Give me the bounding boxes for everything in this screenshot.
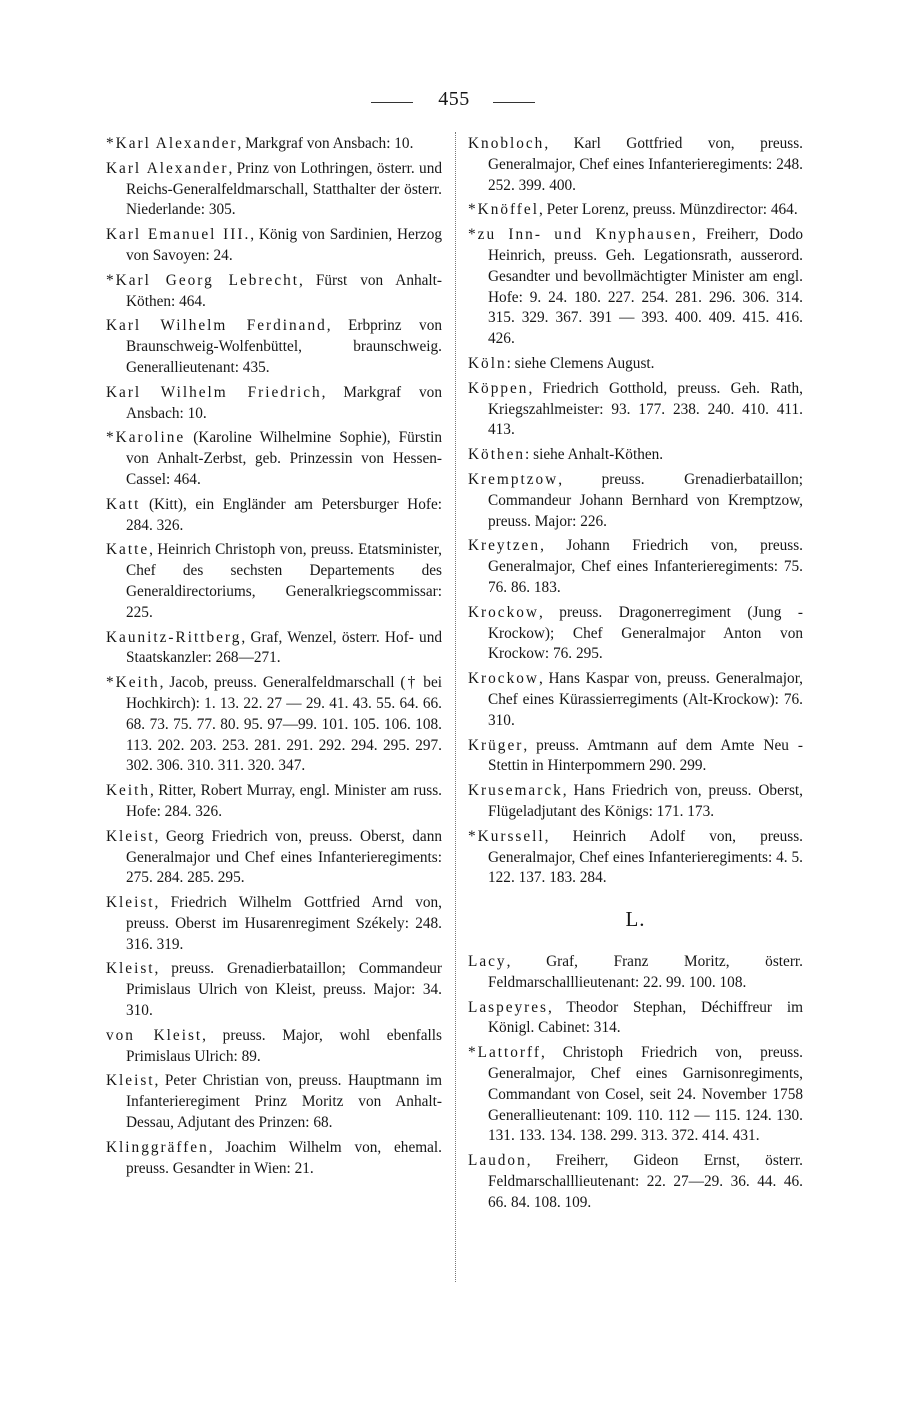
entry-text: , Georg Friedrich von, preuss. Oberst, dann Generalmajor und Chef eines Infanterieregiments: 275. 284. 285. 295. <box>126 827 442 887</box>
entry-name: Karl Alexander <box>106 159 229 177</box>
entry-name: Laspeyres <box>468 998 549 1016</box>
entry-text: , König von Sardinien, Herzog von Savoyen: 24. <box>126 226 442 264</box>
index-entry <box>106 1071 442 1133</box>
index-column-right <box>468 134 803 1218</box>
entry-name: *Keith <box>106 674 160 692</box>
entry-text: , Markgraf von Ansbach: 10. <box>126 383 442 422</box>
index-entry <box>106 316 442 378</box>
entry-text: , Fürst von Anhalt-Köthen: 464. <box>126 271 442 310</box>
entry-text: (Kitt), ein Engländer am Petersburger Hofe: 284. 326. <box>126 495 442 534</box>
entry-name: *zu Inn- und Knyphausen <box>468 226 693 244</box>
entry-name: Karl Wilhelm Friedrich <box>106 383 322 401</box>
index-entry <box>468 998 803 1040</box>
entry-text: , preuss. Major, wohl ebenfalls Primislaus Ulrich: 89. <box>126 1026 443 1065</box>
entry-name: Keith <box>106 782 150 800</box>
entry-name: *Karl Georg Lebrecht <box>106 271 300 289</box>
entry-name: Klinggräffen <box>106 1138 209 1156</box>
index-entry <box>106 271 442 313</box>
index-entry <box>106 781 442 823</box>
index-entry <box>468 536 803 598</box>
entry-text: , preuss. Dragonerregiment (Jung - Krockow); Chef Generalmajor Anton von Krockow: 76. 295. <box>488 603 803 663</box>
entry-name: Kreytzen <box>468 537 541 555</box>
entry-text: : siehe Anhalt-Köthen. <box>525 446 664 464</box>
entry-text: , Theodor Stephan, Déchiffreur im Königl. Cabinet: 314. <box>488 998 803 1037</box>
entry-text: , Peter Lorenz, preuss. Münzdirector: 464. <box>538 201 798 219</box>
entry-text: , Peter Christian von, preuss. Hauptmann im Infanterieregiment Prinz Moritz von Anhalt-Dessau, Adjutant des Prinzen: 68. <box>126 1072 442 1132</box>
entry-name: Krockow <box>468 603 539 621</box>
index-entry <box>468 952 803 994</box>
index-entry <box>468 669 803 731</box>
entry-text: , Prinz von Lothringen, österr. und Reichs-Generalfeldmarschall, Statthalter der österr. Niederlande: 305. <box>126 159 442 219</box>
entry-name: Krüger <box>468 736 524 754</box>
index-entry <box>106 495 442 537</box>
entry-name: Krockow <box>468 670 539 688</box>
entry-name: *Kurssell <box>468 827 545 845</box>
entry-name: Karl Wilhelm Ferdinand <box>106 317 327 335</box>
entry-text: , Freiherr, Dodo Heinrich, preuss. Geh. Legationsrath, ausserord. Gesandter und bevollmächtigter Minister am engl. Hofe: 9. 24. 180. 227. 254. 281. 296. 306. 314. 315. 329. 367. 391 — 393. 400. 409. 415. 416. 426. <box>488 226 803 348</box>
entry-text: , Christoph Friedrich von, preuss. Generalmajor, Chef eines Garnisonregiments, Commandant von Cosel, seit 24. November 1758 Generallieutenant: 109. 110. 112 — 115. 124. 130. 131. 133. 134. 138. 299. 313. 372. 414. 431. <box>488 1044 803 1145</box>
index-entry <box>106 1138 442 1180</box>
index-entry <box>468 736 803 778</box>
index-entry <box>106 827 442 889</box>
index-entry <box>468 1043 803 1147</box>
entry-name: Kremptzow <box>468 470 559 488</box>
index-entry <box>468 379 803 441</box>
entry-text: , Graf, Wenzel, österr. Hof- und Staatskanzler: 268—271. <box>126 628 442 667</box>
entry-name: Knobloch <box>468 135 545 152</box>
entry-text: , preuss. Amtmann auf dem Amte Neu - Stettin in Hinterpommern 290. 299. <box>488 736 803 775</box>
page-number: 455 <box>438 88 470 110</box>
index-entry <box>106 673 442 777</box>
entry-name: Katt <box>106 495 141 513</box>
entry-name: Köppen <box>468 379 529 397</box>
entry-name: Kaunitz-Rittberg <box>106 628 242 646</box>
index-entry <box>468 781 803 823</box>
index-entry <box>468 134 803 196</box>
index-column-left <box>106 134 442 1183</box>
entry-text: , preuss. Grenadierbataillon; Commandeur Primislaus Ulrich von Kleist, preuss. Major: 34. 310. <box>126 960 442 1020</box>
index-entry <box>106 383 442 425</box>
right-entries <box>468 134 803 889</box>
index-entry <box>468 354 803 375</box>
entry-name: *Karl Alexander <box>106 135 238 152</box>
index-entry <box>106 893 442 955</box>
entry-name: Karl Emanuel III. <box>106 226 251 244</box>
entry-name: Kleist <box>106 1072 155 1090</box>
entry-text: (Karoline Wilhelmine Sophie), Fürstin von Anhalt-Zerbst, geb. Prinzessin von Hessen-Cassel: 464. <box>126 429 442 488</box>
entry-name: Kleist <box>106 894 155 912</box>
index-entry <box>468 1151 803 1213</box>
entry-text: , Hans Friedrich von, preuss. Oberst, Flügeladjutant des Königs: 171. 173. <box>488 782 803 820</box>
section-l-entries <box>468 952 803 1214</box>
entry-text: , Joachim Wilhelm von, ehemal. preuss. Gesandter in Wien: 21. <box>126 1138 442 1177</box>
index-entry <box>106 428 442 490</box>
index-entry <box>106 134 442 155</box>
entry-name: *Knöffel <box>468 201 539 219</box>
entry-text: , Heinrich Adolf von, preuss. Generalmajor, Chef eines Infanterieregiments: 4. 5. 122. 137. 183. 284. <box>488 827 803 887</box>
column-divider <box>455 132 456 1282</box>
entry-name: *Karoline <box>106 429 186 447</box>
entry-name: Laudon <box>468 1152 527 1170</box>
entry-name: Lacy <box>468 953 507 971</box>
entry-text: , Freiherr, Gideon Ernst, österr. Feldmarschalllieutenant: 22. 27—29. 36. 44. 46. 66. 84. 108. 109. <box>488 1152 803 1211</box>
entry-name: Kleist <box>106 827 155 845</box>
entry-text: , Erbprinz von Braunschweig-Wolfenbüttel, braunschweig. Generallieutenant: 435. <box>126 317 442 376</box>
entry-text: , Graf, Franz Moritz, österr. Feldmarschalllieutenant: 22. 99. 100. 108. <box>488 953 803 991</box>
header-rule-right <box>493 102 535 103</box>
index-entry <box>106 225 442 267</box>
page-header <box>0 88 900 120</box>
entry-name: *Lattorff <box>468 1044 541 1062</box>
index-entry <box>106 628 442 670</box>
entry-text: , Johann Friedrich von, preuss. Generalmajor, Chef eines Infanterieregiments: 75. 76. 86. 183. <box>488 537 803 596</box>
index-entry <box>106 540 442 623</box>
entry-text: , Friedrich Wilhelm Gottfried Arnd von, preuss. Oberst im Husarenregiment Székely: 248. 316. 319. <box>126 894 442 953</box>
entry-text: , Hans Kaspar von, preuss. Generalmajor, Chef eines Kürassierregiments (Alt-Krockow): 76. 310. <box>488 670 803 729</box>
entry-name: Krusemarck <box>468 782 563 800</box>
index-entry <box>468 200 803 221</box>
index-entry <box>106 159 442 221</box>
entry-text: , Ritter, Robert Murray, engl. Minister am russ. Hofe: 284. 326. <box>126 782 442 820</box>
entry-name: Köthen <box>468 446 526 464</box>
header-rule-left <box>371 102 413 103</box>
index-entry <box>106 959 442 1021</box>
index-entry <box>468 827 803 889</box>
section-heading-l: L. <box>625 907 646 932</box>
index-entry <box>106 1026 442 1068</box>
index-entry <box>468 445 803 466</box>
entry-name: von Kleist <box>106 1026 203 1044</box>
entry-text: , preuss. Grenadierbataillon; Commandeur Johann Bernhard von Kremptzow, preuss. Major: 226. <box>488 470 803 530</box>
index-entry <box>468 470 803 532</box>
entry-text: : siehe Clemens August. <box>506 354 655 372</box>
entry-text: , Friedrich Gotthold, preuss. Geh. Rath, Kriegszahlmeister: 93. 177. 238. 240. 410. 411. 413. <box>488 379 803 439</box>
entry-name: Kleist <box>106 960 155 978</box>
entry-text: , Heinrich Christoph von, preuss. Etatsminister, Chef des sechsten Departements des Generaldirectoriums, Generalkriegscommissar: 225. <box>126 541 442 621</box>
entry-text: , Karl Gottfried von, preuss. Generalmajor, Chef eines Infanterieregiments: 248. 252. 399. 400. <box>488 135 803 194</box>
index-entry <box>468 225 803 350</box>
entry-name: Katte <box>106 541 150 559</box>
index-entry <box>468 603 803 665</box>
entry-text: , Markgraf von Ansbach: 10. <box>237 135 414 152</box>
entry-name: Köln <box>468 354 507 372</box>
entry-text: , Jacob, preuss. Generalfeldmarschall († bei Hochkirch): 1. 13. 22. 27 — 29. 41. 43. 55. 64. 66. 68. 73. 75. 77. 80. 95. 97—99. 101. 105. 106. 108. 113. 202. 203. 253. 281. 291. 292. 294. 295. 297. 302. 306. 310. 311. 320. 347. <box>126 674 442 775</box>
